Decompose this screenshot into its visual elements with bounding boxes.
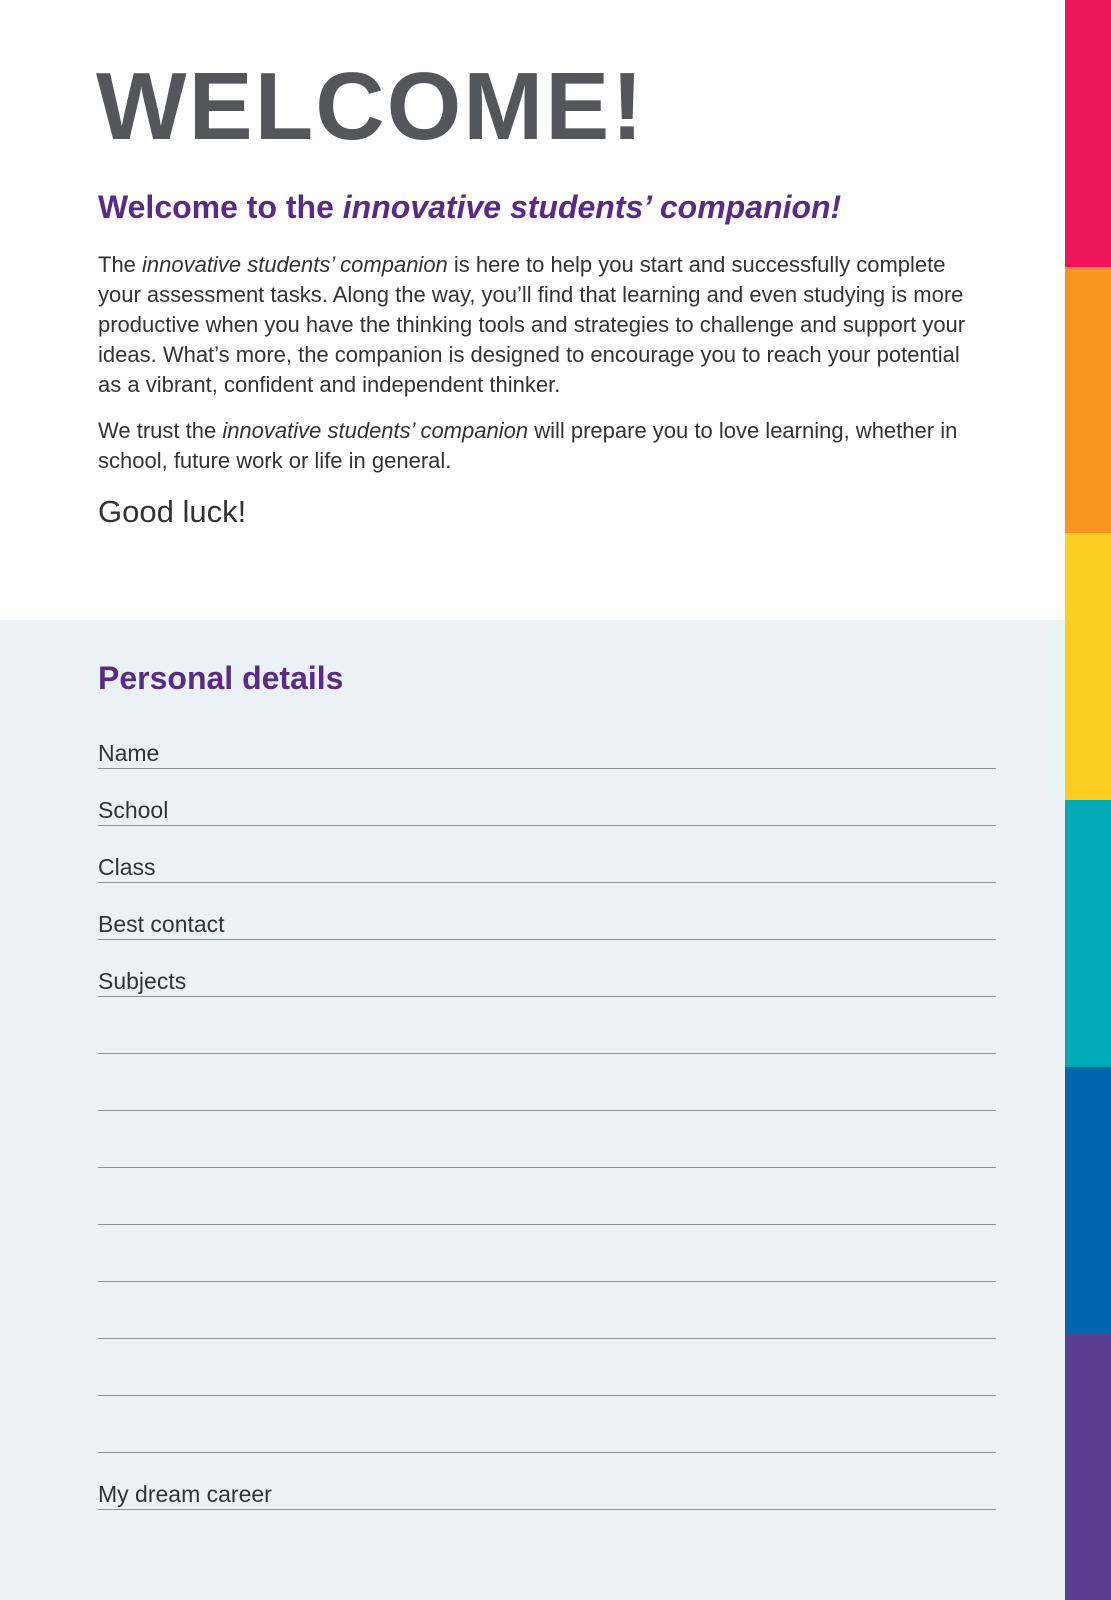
subjects-line[interactable] (98, 1225, 996, 1282)
stripe-teal (1065, 800, 1111, 1067)
intro-paragraph: The innovative students’ companion is here to help you start and successfully complete your assessment tasks. Along the way, you’ll find that learning and even studying is more productive when you have the thinking tools and strategies to challenge and support your ideas. What’s more, the companion is designed to encourage you to reach your potential as a vibrant, confident and independent thinker. (98, 252, 966, 397)
stripe-pink (1065, 0, 1111, 267)
name-label: Name (98, 740, 160, 766)
school-label: School (98, 797, 169, 823)
subjects-line[interactable] (98, 1339, 996, 1396)
subjects-line[interactable] (98, 997, 996, 1054)
stripe-purple (1065, 1333, 1111, 1600)
subjects-line[interactable] (98, 1111, 996, 1168)
welcome-section (0, 0, 1065, 620)
page-title: WELCOME! (96, 53, 646, 160)
stripe-orange (1065, 267, 1111, 534)
welcome-subheading: Welcome to the innovative students’ companion! (98, 189, 842, 225)
dream-career-field[interactable] (98, 1453, 996, 1510)
school-field[interactable] (98, 769, 996, 826)
dream-career-label: My dream career (98, 1481, 272, 1507)
best-contact-field[interactable] (98, 883, 996, 940)
section-title: Personal details (98, 660, 344, 696)
welcome-body (98, 250, 988, 548)
subjects-field[interactable] (98, 940, 996, 997)
subjects-line[interactable] (98, 1396, 996, 1453)
stripe-yellow (1065, 533, 1111, 800)
subjects-line[interactable] (98, 1168, 996, 1225)
subjects-label: Subjects (98, 968, 187, 994)
best-contact-label: Best contact (98, 911, 225, 937)
personal-details-form (98, 712, 996, 1510)
color-stripe-bar (1065, 0, 1111, 1600)
subjects-line[interactable] (98, 1054, 996, 1111)
stripe-blue (1065, 1067, 1111, 1334)
personal-details-section (0, 620, 1065, 1600)
closing-line: Good luck! (98, 494, 247, 529)
trust-paragraph: We trust the innovative students’ companion will prepare you to love learning, whether in school, future work or life in general. (98, 418, 958, 473)
subjects-line[interactable] (98, 1282, 996, 1339)
class-label: Class (98, 854, 156, 880)
class-field[interactable] (98, 826, 996, 883)
name-field[interactable] (98, 712, 996, 769)
